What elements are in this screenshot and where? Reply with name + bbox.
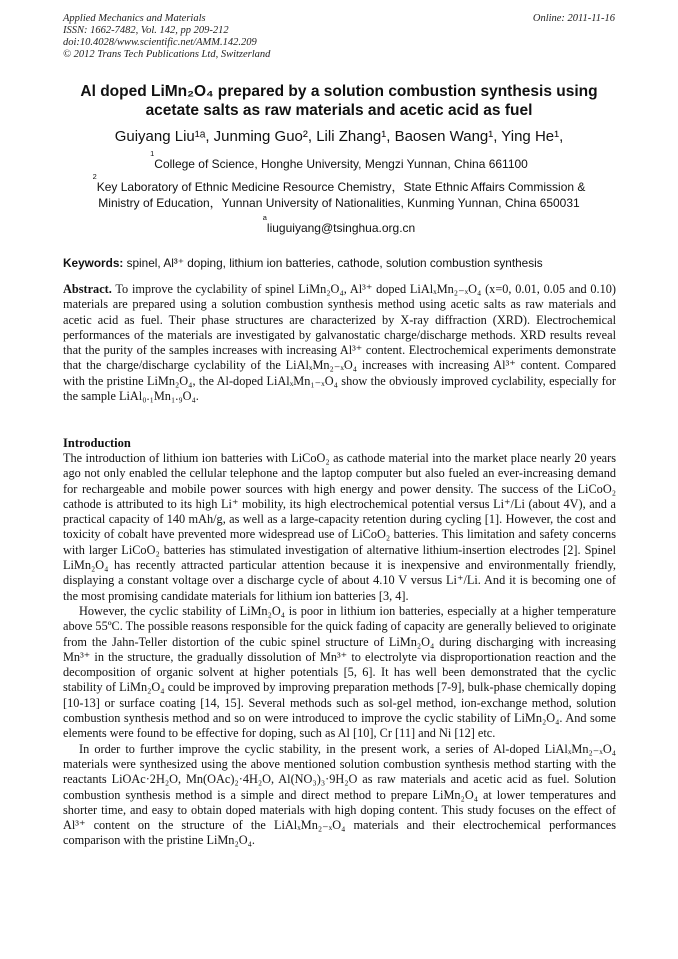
introduction-body — [63, 451, 616, 849]
copyright-line: © 2012 Trans Tech Publications Ltd, Switzerland — [63, 49, 271, 60]
author-list: Guiyang Liu¹ᵃ, Junming Guo², Lili Zhang¹, Baosen Wang¹, Ying He¹, — [114, 128, 564, 145]
abstract — [63, 282, 616, 404]
introduction-paragraph-3: In order to further improve the cyclic stability, in the present work, a series of Al-doped LiAlₓMn₂₋ₓO₄ materials were synthesized using the above mentioned solution combustion synthesis method starting with the reactants LiOAc·2H₂O, Mn(OAc)₂·4H₂O, Al(NO₃)₃·9H₂O as raw materials and acetic acid as fuel. Solution combustion synthesis method is a simple and direct method to prepare LiMn₂O₄ at lower temperatures and shorter time, and easy to obtain doped materials with high doping content. This study focuses on the effect of Al³⁺ content on the structure of the LiAlₓMn₂₋ₓO₄ materials and their electrochemical performances comparison with the pristine LiMn₂O₄. — [63, 741, 616, 848]
introduction-heading: Introduction — [63, 436, 131, 450]
keywords-text: spinel, Al³⁺ doping, lithium ion batteries, cathode, solution combustion synthesis — [126, 256, 543, 270]
journal-name: Applied Mechanics and Materials — [63, 13, 206, 24]
title-line-2: acetate salts as raw materials and acetic acid as fuel — [145, 102, 533, 119]
doi-line: doi:10.4028/www.scientific.net/AMM.142.209 — [63, 37, 257, 48]
keywords-line — [63, 256, 618, 270]
affiliation-2-line-1: Key Laboratory of Ethnic Medicine Resource Chemistry，State Ethnic Affairs Commission & — [96, 180, 586, 194]
paper-title — [40, 82, 638, 120]
author-email: $^a$liuguiyang@tsinghua.org.cn — [262, 213, 416, 235]
affiliation-2: $^2$Key Laboratory of Ethnic Medicine Resource Chemistry，State Ethnic Affairs Commission & Ministry of Education，Yunnan University of Nationalities, Kunming Yunnan, China 650031 — [60, 179, 618, 211]
introduction-paragraph-1: The introduction of lithium ion batteries with LiCoO₂ as cathode material into the market place nearly 20 years ago not only enabled the cellular telephone and the laptop computer but also fueled an ever-increasing demand for rechargeable and mobile power sources with high energy and power density. The success of the LiCoO₂ cathode is attributed to its high Li⁺ mobility, its high electrochemical potential versus Li⁺/Li (about 4V), and a practical capacity of 140 mAh/g, as well as a large-capacity retention during cycling [1]. However, the cost and toxicity of cobalt have prevented more widespread use of LiCoO₂ batteries. This limitation and safety concerns with larger LiCoO₂ batteries has stimulated investigation of alternative lithium-insertion electrodes [2]. Spinel LiMn₂O₄ has recently attracted particular attention because it is inexpensive and environmentally friendly, displaying a constant voltage over a discharge cycle of about 4.10 V versus Li⁺/Li. And it is becoming one of the most promising candidate materials for lithium ion batteries [3, 4]. — [63, 451, 616, 603]
abstract-text: To improve the cyclability of spinel LiMn₂O₄, Al³⁺ doped LiAlₓMn₂₋ₓO₄ (x=0, 0.01, 0.05 and 0.10) materials are prepared using a solution combustion synthesis method using acetic salts as raw materials and acetic acid as fuel. Their phase structures are characterized by X-ray diffraction (XRD). Electrochemical performances of the materials are investigated by galvanostatic charge/discharge methods. XRD results reveal that the purity of the samples increases with increasing Al³⁺ content. Electrochemical experiments demonstrate that the charge/discharge cyclability of the LiAlₓMn₂₋ₓO₄ increases with increasing Al³⁺ content. Compared with the pristine LiMn₂O₄, the Al-doped LiAlₓMn₁₋ₓO₄ show the obviously improved cyclability, especially for the sample LiAl₀.₁Mn₁.₉O₄. — [63, 282, 616, 404]
online-date: Online: 2011-11-16 — [532, 13, 615, 24]
affiliation-1-text: College of Science, Honghe University, Mengzi Yunnan, China 661100 — [154, 157, 528, 171]
keywords-label: Keywords: — [63, 256, 124, 270]
email-text: liuguiyang@tsinghua.org.cn — [266, 221, 416, 235]
journal-header — [63, 13, 615, 61]
abstract-label: Abstract. — [63, 282, 112, 296]
introduction-paragraph-2: However, the cyclic stability of LiMn₂O₄ is poor in lithium ion batteries, especially at a higher temperature above 55ºC. The possible reasons responsible for the quick fading of capacity are generally believed to originate from the Jahn-Teller distortion of the cubic spinel structure of LiMn₂O₄ during discharging with increasing Mn³⁺ in the structure, the gradually dissolution of Mn³⁺ to electrolyte via disproportionation reaction and the decomposition of organic solvent at higher potentials [5, 6]. It has well been demonstrated that the cyclic stability of LiMn₂O₄ could be improved by improving preparation methods [7-9], bulk-phase chemically doping [10-13] or surface coating [14, 15]. Several methods such as sol-gel method, ion-exchange method, solution combustion synthesis method and so on were introduced to improve the cyclic stability of LiMn₂O₄. And some elements were found to be effective for doping, such as Al [10], Cr [11] and Ni [12] etc. — [63, 603, 617, 741]
title-line-1: Al doped LiMn₂O₄ prepared by a solution combustion synthesis using — [80, 83, 598, 100]
affiliation-1: $^1$College of Science, Honghe University, Mengzi Yunnan, China 661100 — [150, 149, 528, 171]
affiliation-2-line-2: Ministry of Education，Yunnan University of Nationalities, Kunming Yunnan, China 650031 — [98, 196, 580, 210]
issn-line: ISSN: 1662-7482, Vol. 142, pp 209-212 — [63, 25, 229, 36]
